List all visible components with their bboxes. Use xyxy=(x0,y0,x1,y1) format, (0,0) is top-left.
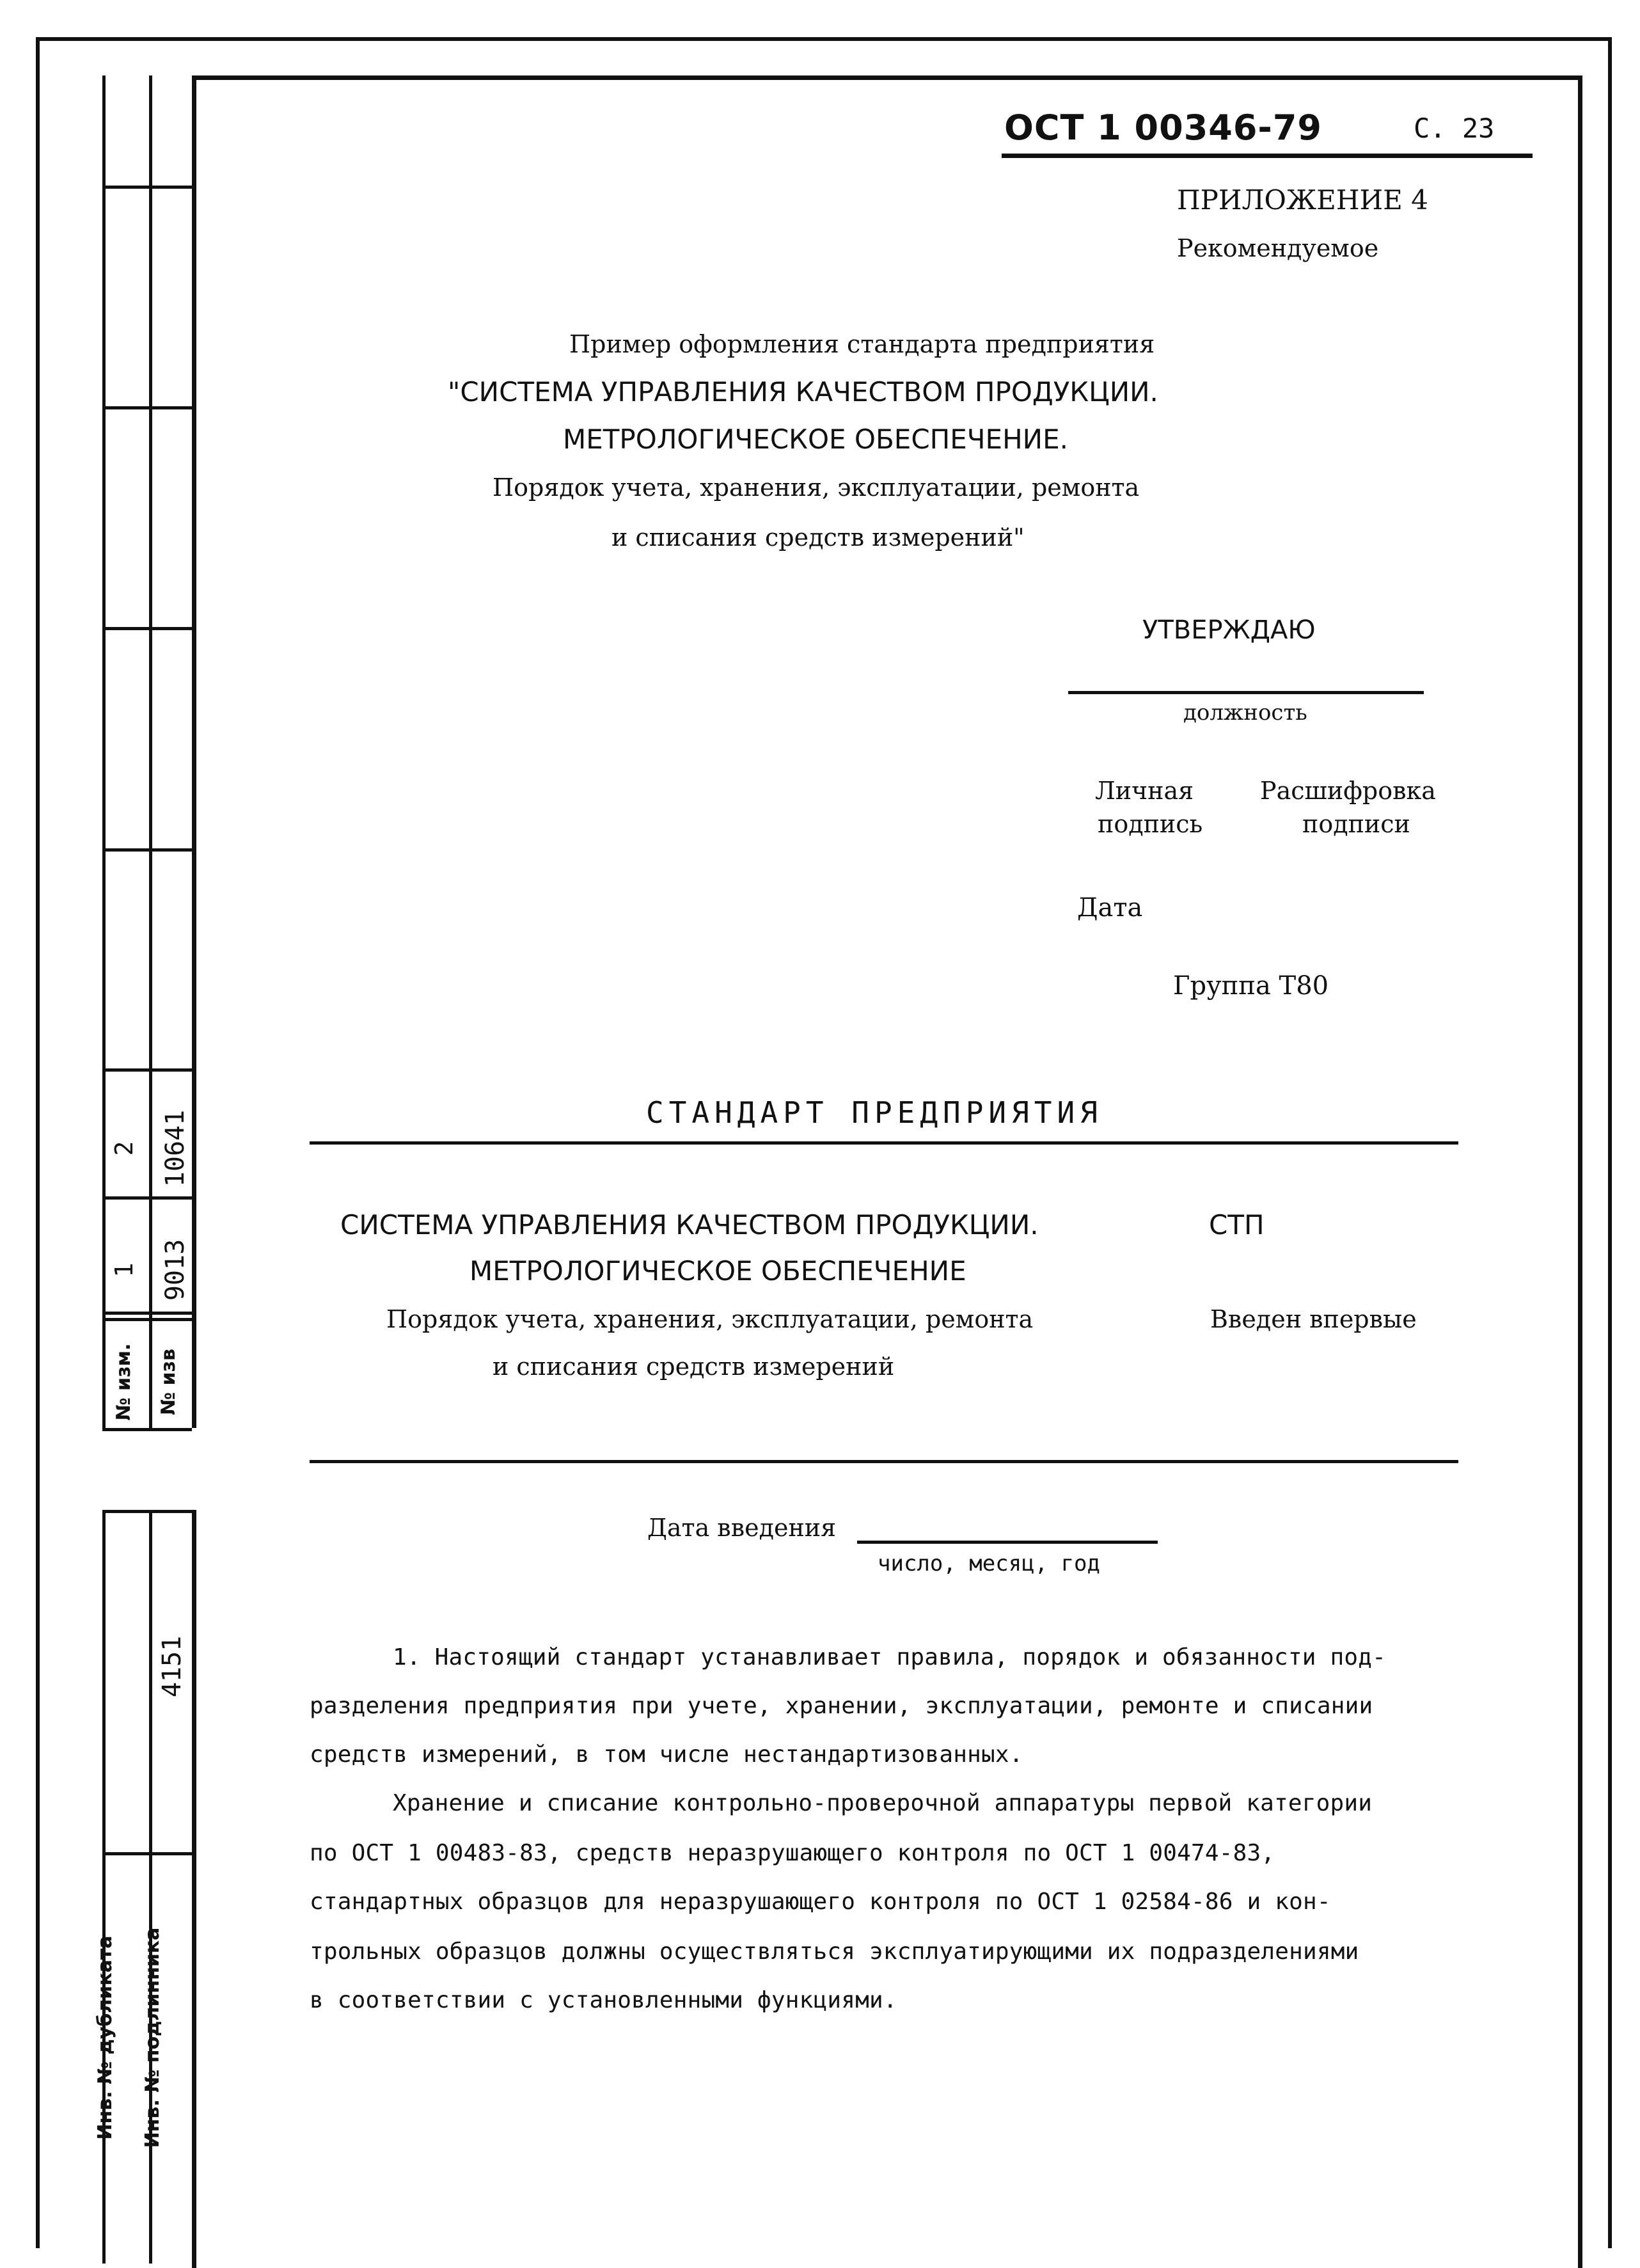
standard-title-line-3: Порядок учета, хранения, эксплуатации, ремонта xyxy=(386,1305,1034,1333)
original-inventory-label: Инв. № подлинника xyxy=(141,1927,164,2148)
paragraph-2-line: в соответствии с установленными функциями. xyxy=(310,1987,897,2013)
strip-gap xyxy=(96,1428,198,1510)
paragraph-2-line: стандартных образцов для неразрушающего контроля по ОСТ 1 02584-86 и кон- xyxy=(310,1889,1331,1915)
header-underline xyxy=(1002,154,1533,158)
position-caption: должность xyxy=(1183,700,1307,726)
signature-caption-line-1: Личная xyxy=(1095,777,1194,805)
introduction-date-label: Дата введения xyxy=(647,1514,837,1542)
notice-no-2: 10641 xyxy=(161,1109,190,1187)
standard-title-line-2: МЕТРОЛОГИЧЕСКОЕ ОБЕСПЕЧЕНИЕ xyxy=(469,1255,966,1287)
notice-no-label: № изв xyxy=(157,1349,180,1415)
introduced-status: Введен впервые xyxy=(1210,1305,1417,1333)
document-number: ОСТ 1 00346-79 xyxy=(1004,107,1322,148)
strip-divider xyxy=(102,186,192,189)
standard-title-line-4: и списания средств измерений xyxy=(493,1352,895,1381)
introduction-date-hint: число, месяц, год xyxy=(878,1551,1100,1576)
introduction-date-line xyxy=(857,1541,1158,1544)
strip-divider xyxy=(102,1852,192,1855)
approval-date-label: Дата xyxy=(1077,893,1143,923)
strip-divider xyxy=(102,1068,192,1072)
paragraph-2-line: трольных образцов должны осуществляться эксплуатирующими их подразделениями xyxy=(310,1939,1359,1965)
change-no-label: № изм. xyxy=(113,1343,135,1421)
signature-caption-line-2: подпись xyxy=(1098,810,1203,838)
page-number: С. 23 xyxy=(1414,113,1495,144)
strip-divider xyxy=(102,848,192,852)
appendix-title: ПРИЛОЖЕНИЕ 4 xyxy=(1177,184,1428,216)
standard-bottom-rule xyxy=(310,1460,1458,1463)
example-title-line-5: и списания средств измерений" xyxy=(611,523,1025,551)
strip-divider xyxy=(102,627,192,630)
duplicate-inventory-label: Инв. № дубликата xyxy=(94,1935,116,2140)
change-no-1: 1 xyxy=(110,1262,138,1278)
standard-heading: СТАНДАРТ ПРЕДПРИЯТИЯ xyxy=(646,1095,1103,1130)
example-title-line-2: "СИСТЕМА УПРАВЛЕНИЯ КАЧЕСТВОМ ПРОДУКЦИИ. xyxy=(448,376,1158,408)
original-inventory-no: 4151 xyxy=(157,1635,187,1698)
paragraph-1-line: разделения предприятия при учете, хранении, эксплуатации, ремонте и списании xyxy=(310,1693,1373,1719)
standard-title-line-1: СИСТЕМА УПРАВЛЕНИЯ КАЧЕСТВОМ ПРОДУКЦИИ. xyxy=(340,1209,1039,1241)
paragraph-2-line: по ОСТ 1 00483-83, средств неразрушающего контроля по ОСТ 1 00474-83, xyxy=(310,1840,1275,1866)
position-line xyxy=(1068,691,1424,694)
paragraph-1-line: 1. Настоящий стандарт устанавливает правила, порядок и обязанности под- xyxy=(393,1644,1387,1670)
product-group: Группа Т80 xyxy=(1173,971,1329,1001)
appendix-status: Рекомендуемое xyxy=(1177,234,1379,262)
change-no-2: 2 xyxy=(110,1141,138,1156)
standard-top-rule xyxy=(310,1141,1458,1145)
notice-no-1: 9013 xyxy=(161,1239,190,1301)
strip-divider xyxy=(102,1510,192,1513)
example-title-line-1: Пример оформления стандарта предприятия xyxy=(569,330,1155,358)
approval-heading: УТВЕРЖДАЮ xyxy=(1142,615,1316,645)
paragraph-2-line: Хранение и списание контрольно-проверочной аппаратуры первой категории xyxy=(393,1790,1373,1816)
paragraph-1-line: средств измерений, в том числе нестандартизованных. xyxy=(310,1741,1023,1768)
example-title-line-3: МЕТРОЛОГИЧЕСКОЕ ОБЕСПЕЧЕНИЕ. xyxy=(563,424,1068,455)
decoding-caption-line-2: подписи xyxy=(1302,810,1410,838)
decoding-caption-line-1: Расшифровка xyxy=(1260,777,1436,805)
standard-code: СТП xyxy=(1209,1209,1265,1241)
example-title-line-4: Порядок учета, хранения, эксплуатации, ремонта xyxy=(493,473,1140,502)
strip-divider xyxy=(102,406,192,409)
